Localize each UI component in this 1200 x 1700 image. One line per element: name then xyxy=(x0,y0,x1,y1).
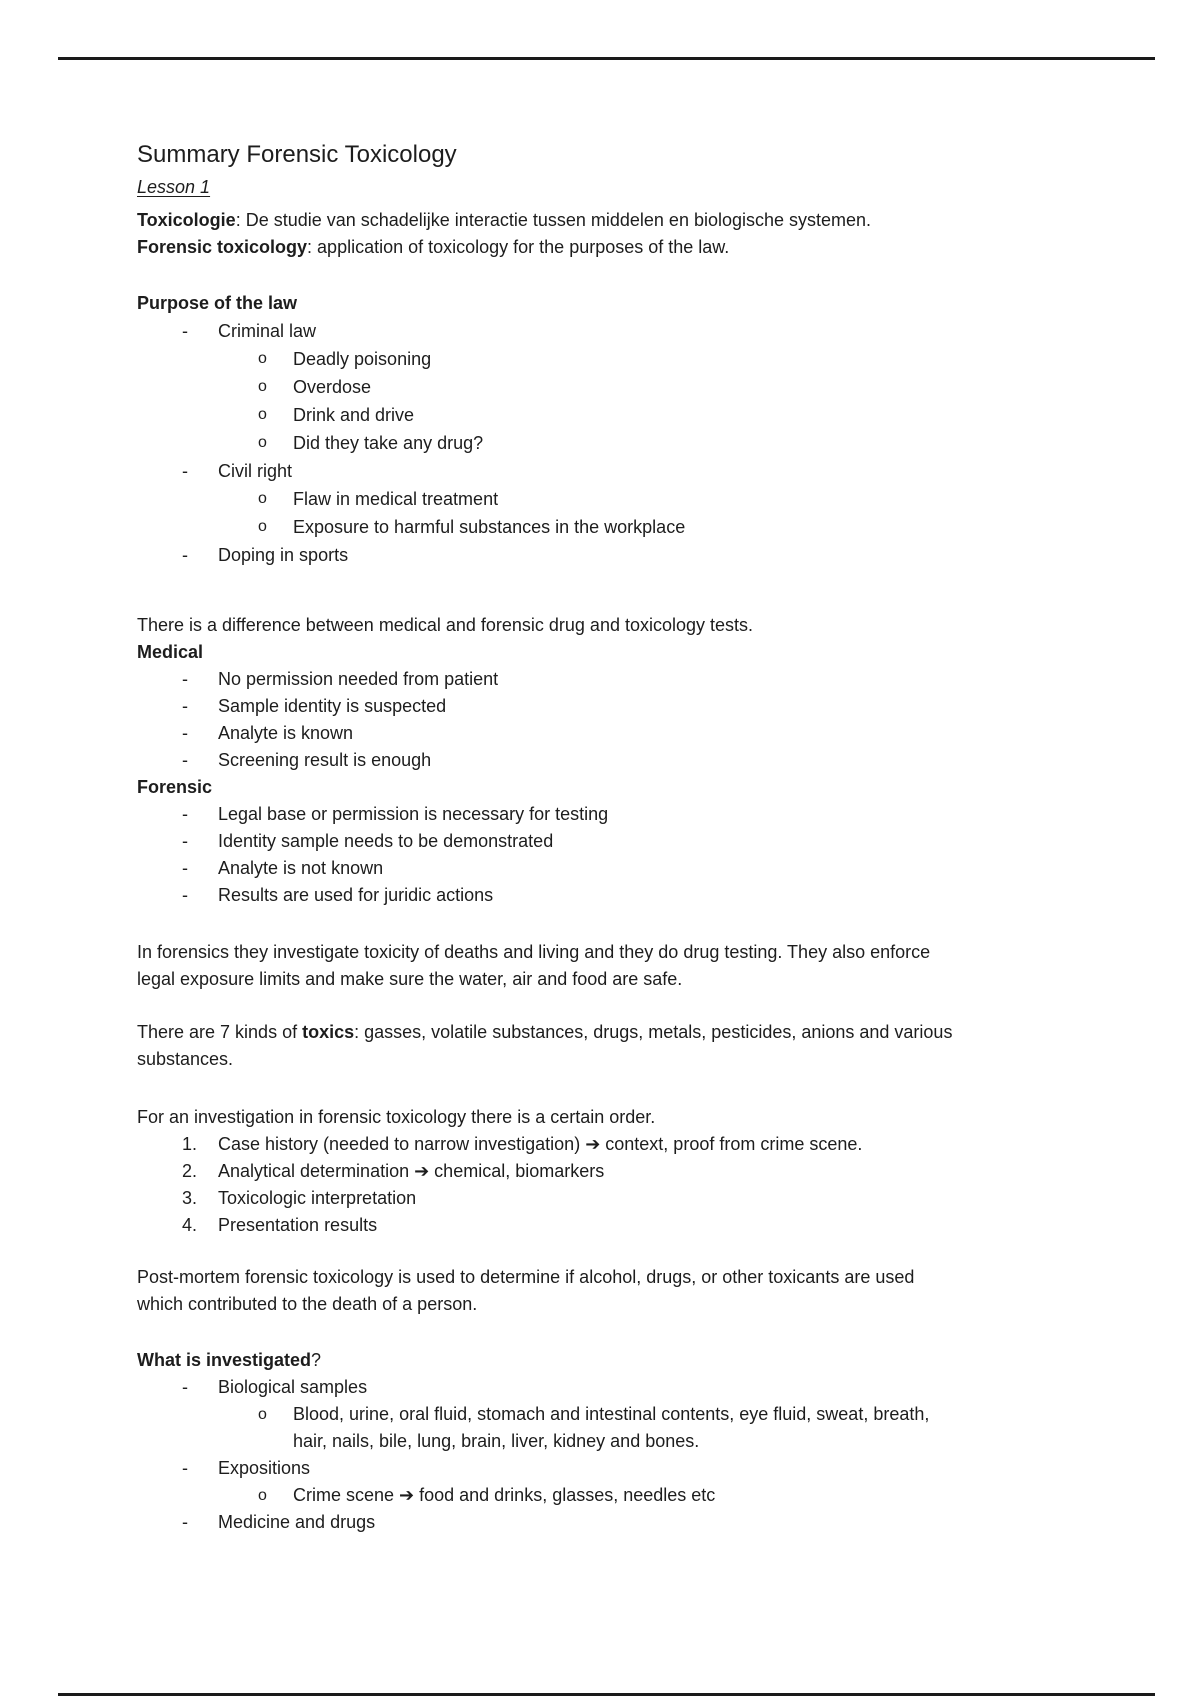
list-item xyxy=(137,457,1142,485)
section-heading: Forensic xyxy=(137,777,213,797)
header-section xyxy=(137,140,1142,261)
dash-bullet: - xyxy=(182,669,188,689)
numbered-item-text: Case history (needed to narrow investigation) ➔ context, proof from crime scene. xyxy=(218,1134,863,1154)
paragraph-line: In forensics they investigate toxicity of deaths and living and they do drug testing. They also enforce xyxy=(137,942,931,962)
page-title: Summary Forensic Toxicology xyxy=(137,141,457,168)
investigated-section xyxy=(137,1347,1142,1536)
dash-bullet: - xyxy=(182,461,188,481)
sub-list-item xyxy=(137,1482,1142,1509)
sub-list-item xyxy=(137,1401,1142,1455)
definition-toxicologie xyxy=(137,207,1142,234)
postmortem-section xyxy=(137,1264,1142,1318)
sub-item-line: hair, nails, bile, lung, brain, liver, kidney and bones. xyxy=(293,1431,700,1451)
section-heading: Purpose of the law xyxy=(137,293,298,313)
paragraph: There is a difference between medical and forensic drug and toxicology tests. xyxy=(137,615,754,635)
paragraph-line: legal exposure limits and make sure the water, air and food are safe. xyxy=(137,969,683,989)
circle-bullet: o xyxy=(258,490,267,507)
numbered-item xyxy=(137,1185,1142,1212)
list-item xyxy=(137,541,1142,569)
dash-bullet: - xyxy=(182,1458,188,1478)
dash-bullet: - xyxy=(182,750,188,770)
paragraph-line: substances. xyxy=(137,1049,234,1069)
circle-bullet: o xyxy=(258,378,267,395)
lesson-subtitle: Lesson 1 xyxy=(137,177,211,197)
list-item-label: No permission needed from patient xyxy=(218,669,499,689)
list-item-label: Identity sample needs to be demonstrated xyxy=(218,831,554,851)
paragraph-line: Post-mortem forensic toxicology is used to determine if alcohol, drugs, or other toxicants are used xyxy=(137,1267,915,1287)
list-item-label: Civil right xyxy=(218,461,293,481)
numbered-item xyxy=(137,1131,1142,1158)
definition-term: Forensic toxicology xyxy=(137,237,308,257)
order-section xyxy=(137,1104,1142,1239)
sub-list-item-label: Drink and drive xyxy=(293,405,415,425)
sub-item-line: Blood, urine, oral fluid, stomach and intestinal contents, eye fluid, sweat, breath, xyxy=(293,1404,930,1424)
list-item xyxy=(137,317,1142,345)
list-item-label: Results are used for juridic actions xyxy=(218,885,494,905)
dash-bullet: - xyxy=(182,831,188,851)
item-number: 2. xyxy=(182,1161,198,1181)
sub-list-item-label: Overdose xyxy=(293,377,372,397)
list-item-label: Biological samples xyxy=(218,1377,368,1397)
sub-list-item-label: Deadly poisoning xyxy=(293,349,432,369)
sub-list-item xyxy=(137,373,1142,401)
dash-bullet: - xyxy=(182,858,188,878)
list-item xyxy=(137,1509,1142,1536)
list-item xyxy=(137,828,1142,855)
circle-bullet: o xyxy=(258,434,267,451)
list-item xyxy=(137,882,1142,909)
sub-list-item-label: Exposure to harmful substances in the workplace xyxy=(293,517,686,537)
question-mark: ? xyxy=(311,1350,322,1370)
top-border-rule xyxy=(58,57,1155,60)
item-number: 1. xyxy=(182,1134,198,1154)
dash-bullet: - xyxy=(182,321,188,341)
list-item xyxy=(137,855,1142,882)
purpose-section xyxy=(137,289,1142,569)
paragraph: For an investigation in forensic toxicology there is a certain order. xyxy=(137,1107,656,1127)
paragraph-line: : gasses, volatile substances, drugs, metals, pesticides, anions and various xyxy=(354,1022,953,1042)
list-item-label: Analyte is known xyxy=(218,723,354,743)
toxics-note-section xyxy=(137,1019,1142,1073)
list-item-label: Expositions xyxy=(218,1458,311,1478)
sub-list-item xyxy=(137,345,1142,373)
difference-section xyxy=(137,612,1142,909)
list-item-label: Criminal law xyxy=(218,321,317,341)
dash-bullet: - xyxy=(182,1512,188,1532)
numbered-item-text: Presentation results xyxy=(218,1215,378,1235)
circle-bullet: o xyxy=(258,1487,267,1504)
numbered-item-text: Toxicologic interpretation xyxy=(218,1188,417,1208)
sub-list-item-label xyxy=(293,1401,929,1455)
sub-list-item xyxy=(137,485,1142,513)
sub-list-item-label: Flaw in medical treatment xyxy=(293,489,499,509)
dash-bullet: - xyxy=(182,885,188,905)
dash-bullet: - xyxy=(182,1377,188,1397)
section-heading xyxy=(137,1347,1142,1374)
list-item xyxy=(137,1374,1142,1401)
numbered-item xyxy=(137,1158,1142,1185)
list-item-label: Medicine and drugs xyxy=(218,1512,376,1532)
sub-list-item-label: Crime scene ➔ food and drinks, glasses, needles etc xyxy=(293,1485,716,1505)
circle-bullet: o xyxy=(258,350,267,367)
list-item xyxy=(137,801,1142,828)
definition-forensic-toxicology xyxy=(137,234,1142,261)
list-item-label: Analyte is not known xyxy=(218,858,384,878)
circle-bullet: o xyxy=(258,406,267,423)
list-item-label: Legal base or permission is necessary for testing xyxy=(218,804,609,824)
list-item-label: Screening result is enough xyxy=(218,750,432,770)
dash-bullet: - xyxy=(182,545,188,565)
emphasized-term: toxics xyxy=(302,1022,355,1042)
numbered-item-text: Analytical determination ➔ chemical, biomarkers xyxy=(218,1161,605,1181)
paragraph-line: There are 7 kinds of xyxy=(137,1022,303,1042)
list-item xyxy=(137,747,1142,774)
sub-list-item xyxy=(137,513,1142,541)
circle-bullet: o xyxy=(258,1406,267,1423)
sub-list-item-label: Did they take any drug? xyxy=(293,433,484,453)
lesson-row xyxy=(137,174,1142,201)
item-number: 4. xyxy=(182,1215,198,1235)
list-item xyxy=(137,1455,1142,1482)
forensics-note-section xyxy=(137,939,1142,993)
definition-text: : De studie van schadelijke interactie tussen middelen en biologische systemen. xyxy=(235,210,872,230)
list-item-label: Doping in sports xyxy=(218,545,349,565)
bottom-border-rule xyxy=(58,1693,1155,1696)
sub-list-item xyxy=(137,401,1142,429)
item-number: 3. xyxy=(182,1188,198,1208)
list-item xyxy=(137,666,1142,693)
paragraph-line: which contributed to the death of a person. xyxy=(137,1294,478,1314)
definition-term: Toxicologie xyxy=(137,210,236,230)
definition-text: : application of toxicology for the purposes of the law. xyxy=(307,237,730,257)
circle-bullet: o xyxy=(258,518,267,535)
dash-bullet: - xyxy=(182,696,188,716)
dash-bullet: - xyxy=(182,723,188,743)
dash-bullet: - xyxy=(182,804,188,824)
section-heading-text: What is investigated xyxy=(137,1350,312,1370)
numbered-item xyxy=(137,1212,1142,1239)
section-heading: Medical xyxy=(137,642,204,662)
list-item xyxy=(137,693,1142,720)
list-item-label: Sample identity is suspected xyxy=(218,696,447,716)
sub-list-item xyxy=(137,429,1142,457)
list-item xyxy=(137,720,1142,747)
